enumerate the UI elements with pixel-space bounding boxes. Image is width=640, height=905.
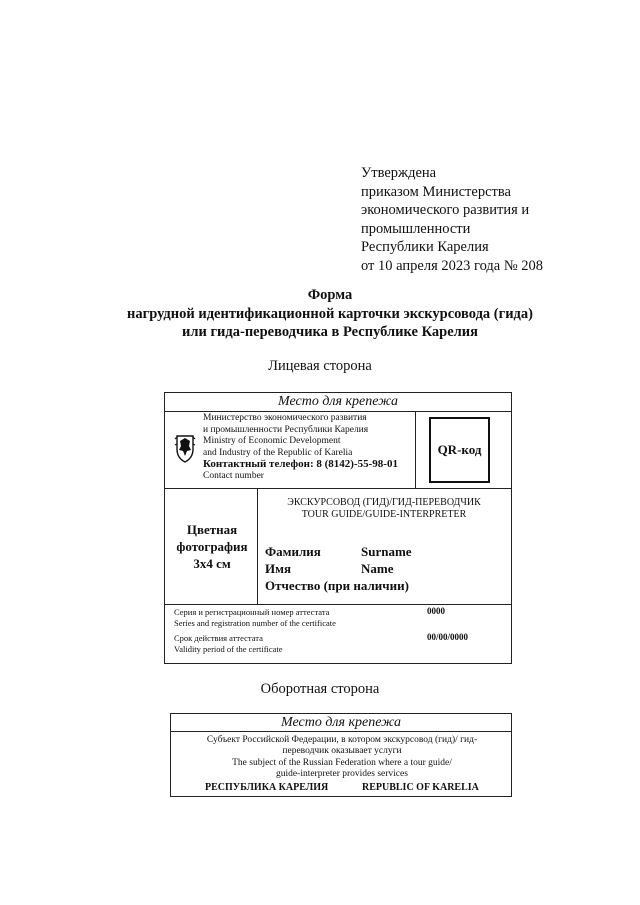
photo-placeholder: [171, 521, 253, 572]
approval-block: [361, 164, 601, 275]
name-fields: [265, 543, 505, 594]
title-line: Форма: [307, 287, 353, 303]
approval-line: приказом Министерства: [361, 183, 511, 200]
front-side-label: Лицевая сторона: [268, 358, 372, 374]
republic-name-en: REPUBLIC OF KARELIA: [362, 782, 479, 793]
form-title: [100, 286, 560, 342]
photo-line: Цветная: [186, 522, 238, 537]
cert-number-value: 0000: [427, 606, 445, 616]
name-label: Имя: [265, 561, 291, 576]
cert-number-label-en: Series and registration number of the certificate: [174, 617, 336, 628]
title-line: нагрудной идентификационной карточки экскурсовода (гида): [127, 305, 533, 322]
approval-line: экономического развития и: [361, 202, 530, 218]
certificate-number: [174, 607, 336, 628]
approval-line: промышленности: [361, 220, 471, 237]
name-label-en: Name: [361, 561, 394, 576]
certificate-validity: [174, 633, 283, 654]
qr-code-placeholder: QR-код: [429, 417, 490, 483]
mount-area-label: Место для крепежа: [165, 393, 511, 412]
subject-line: Субъект Российской Федерации, в котором экскурсовод (гид)/ гид-: [206, 735, 478, 745]
back-card: [170, 713, 512, 797]
karelia-coat-of-arms-icon: [174, 433, 196, 463]
guide-role: [259, 497, 509, 521]
divider: [165, 604, 511, 605]
contact-number-label: Contact number: [203, 470, 264, 481]
contact-phone: Контактный телефон: 8 (8142)-55-98-01: [203, 458, 398, 471]
subject-line: переводчик оказывает услуги: [282, 746, 402, 757]
approval-line: от 10 апреля 2023 года № 208: [361, 257, 544, 274]
subject-line: guide-interpreter provides services: [276, 769, 408, 780]
divider: [257, 488, 258, 604]
surname-row: [265, 543, 505, 560]
validity-label-en: Validity period of the certificate: [174, 643, 283, 654]
ministry-line: и промышленности Республики Карелия: [203, 424, 369, 435]
title-line: или гида-переводчика в Республике Карелия: [182, 324, 478, 340]
surname-label-en: Surname: [361, 544, 412, 559]
cert-number-label: Серия и регистрационный номер аттестата: [174, 607, 330, 617]
ministry-line: Ministry of Economic Development: [203, 436, 341, 447]
ministry-info: [203, 413, 417, 483]
subject-line: The subject of the Russian Federation where a tour guide/: [232, 757, 452, 768]
ministry-line: Министерство экономического развития: [203, 413, 367, 423]
photo-line: 3x4 см: [193, 556, 231, 571]
back-side-label: Оборотная сторона: [260, 681, 380, 697]
role-line: TOUR GUIDE/GUIDE-INTERPRETER: [301, 509, 467, 520]
patronymic-label: Отчество (при наличии): [265, 578, 409, 593]
patronymic-row: [265, 577, 505, 594]
validity-label: Срок действия аттестата: [174, 633, 263, 643]
approval-line: Утверждена: [361, 165, 437, 181]
surname-label: Фамилия: [265, 544, 321, 559]
ministry-line: and Industry of the Republic of Karelia: [203, 447, 353, 458]
front-card: [164, 392, 512, 664]
mount-area-label: Место для крепежа: [171, 714, 511, 732]
photo-line: фотография: [176, 539, 248, 554]
approval-line: Республики Карелия: [361, 239, 489, 255]
divider: [165, 488, 511, 489]
role-line: ЭКСКУРСОВОД (ГИД)/ГИД-ПЕРЕВОДЧИК: [287, 497, 481, 508]
subject-description: [177, 735, 507, 781]
validity-value: 00/00/0000: [427, 632, 469, 642]
republic-name-ru: РЕСПУБЛИКА КАРЕЛИЯ: [205, 782, 329, 793]
name-row: [265, 560, 505, 577]
